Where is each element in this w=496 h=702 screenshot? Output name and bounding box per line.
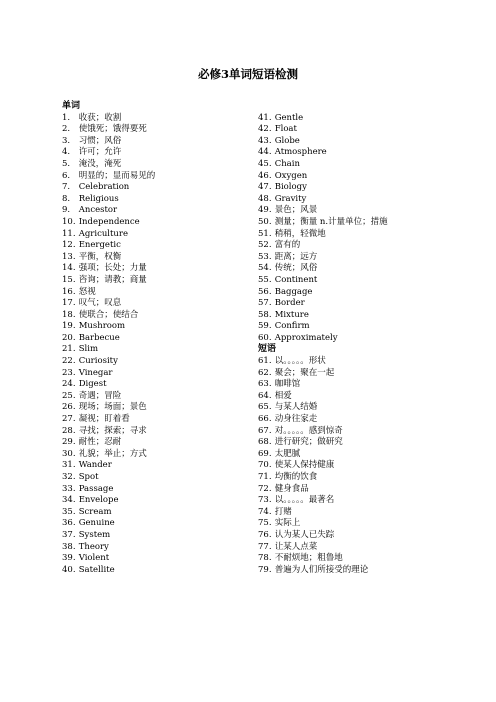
item-number: 6. bbox=[62, 170, 71, 181]
item-number: 1. bbox=[62, 112, 71, 123]
list-item bbox=[258, 310, 490, 322]
item-text: Baggage bbox=[274, 286, 313, 297]
item-number: 68. bbox=[258, 437, 272, 448]
list-item bbox=[62, 507, 240, 519]
item-text: Border bbox=[274, 298, 305, 309]
list-item bbox=[258, 333, 490, 345]
item-text: 以。。。。。最著名 bbox=[274, 495, 335, 506]
item-number: 38. bbox=[62, 541, 76, 552]
item-number: 69. bbox=[258, 448, 272, 459]
item-text: 习惯；风俗 bbox=[78, 135, 122, 146]
item-text: 认为某人已失踪 bbox=[274, 529, 335, 540]
list-item bbox=[258, 518, 490, 530]
list-item bbox=[62, 495, 240, 507]
item-text: Satellite bbox=[78, 564, 115, 575]
list-item bbox=[258, 449, 490, 461]
section-heading-phrases: 短语 bbox=[258, 344, 277, 355]
item-number: 3. bbox=[62, 135, 71, 146]
item-number: 28. bbox=[62, 425, 76, 436]
list-item bbox=[62, 518, 240, 530]
item-text: System bbox=[78, 529, 111, 540]
item-text: 富有的 bbox=[274, 240, 301, 251]
list-item bbox=[258, 252, 490, 264]
item-number: 50. bbox=[258, 216, 272, 227]
item-text: 稍稍，轻微地 bbox=[274, 228, 326, 239]
list-item bbox=[62, 310, 240, 322]
item-number: 72. bbox=[258, 483, 272, 494]
item-text: 聚会；聚在一起 bbox=[274, 367, 335, 378]
item-text: Independence bbox=[78, 216, 140, 227]
item-text: 耐性；忍耐 bbox=[78, 437, 122, 448]
item-number: 40. bbox=[62, 564, 76, 575]
item-number: 64. bbox=[258, 390, 272, 401]
list-item bbox=[258, 287, 490, 299]
list-item bbox=[62, 229, 240, 241]
phrase-list bbox=[258, 356, 490, 576]
item-number: 67. bbox=[258, 425, 272, 436]
list-item bbox=[62, 565, 240, 577]
item-number: 74. bbox=[258, 506, 272, 517]
list-item bbox=[62, 217, 240, 229]
list-item bbox=[62, 182, 240, 194]
list-item bbox=[258, 414, 490, 426]
list-item bbox=[62, 484, 240, 496]
item-number: 10. bbox=[62, 216, 76, 227]
item-number: 70. bbox=[258, 460, 272, 471]
item-number: 75. bbox=[258, 518, 272, 529]
item-number: 34. bbox=[62, 495, 76, 506]
item-text: Approximately bbox=[274, 332, 338, 343]
list-item bbox=[62, 553, 240, 565]
item-text: Vinegar bbox=[78, 367, 113, 378]
item-number: 16. bbox=[62, 286, 76, 297]
item-number: 73. bbox=[258, 495, 272, 506]
list-item bbox=[258, 484, 490, 496]
item-text: 普遍为人们所接受的理论 bbox=[274, 564, 369, 575]
item-number: 48. bbox=[258, 193, 272, 204]
list-item bbox=[62, 402, 240, 414]
item-text: Genuine bbox=[78, 518, 115, 529]
item-number: 45. bbox=[258, 158, 272, 169]
item-number: 18. bbox=[62, 309, 76, 320]
item-text: Chain bbox=[274, 158, 300, 169]
list-item bbox=[258, 530, 490, 542]
list-item bbox=[62, 124, 240, 136]
list-item bbox=[62, 356, 240, 368]
item-text: Slim bbox=[78, 344, 99, 355]
list-item bbox=[62, 414, 240, 426]
item-number: 12. bbox=[62, 240, 76, 251]
item-number: 51. bbox=[258, 228, 272, 239]
item-number: 46. bbox=[258, 170, 272, 181]
item-text: Globe bbox=[274, 135, 300, 146]
item-text: 使饿死；饿得要死 bbox=[78, 124, 147, 135]
list-item bbox=[258, 147, 490, 159]
item-number: 32. bbox=[62, 472, 76, 482]
item-text: Curiosity bbox=[78, 356, 118, 367]
item-text: Envelope bbox=[78, 495, 119, 506]
item-number: 78. bbox=[258, 553, 272, 564]
item-text: Digest bbox=[78, 379, 107, 390]
item-number: 37. bbox=[62, 529, 76, 540]
item-number: 55. bbox=[258, 274, 272, 285]
item-text: 礼貌；举止；方式 bbox=[78, 448, 147, 459]
list-item bbox=[62, 298, 240, 310]
word-list-right bbox=[258, 113, 490, 345]
item-number: 76. bbox=[258, 529, 272, 540]
list-item bbox=[258, 136, 490, 148]
item-text: Scream bbox=[78, 506, 112, 517]
item-text: 淹没，淹死 bbox=[78, 158, 122, 169]
item-text: 测量；衡量 n.计量单位；措施 bbox=[274, 216, 388, 227]
item-number: 43. bbox=[258, 135, 272, 146]
list-item bbox=[62, 275, 240, 287]
page-title: 必修3单词短语检测 bbox=[197, 67, 298, 81]
item-text: 现场；场面；景色 bbox=[78, 402, 147, 413]
item-number: 25. bbox=[62, 390, 76, 401]
item-number: 36. bbox=[62, 518, 76, 529]
list-item bbox=[258, 426, 490, 438]
item-number: 14. bbox=[62, 263, 76, 274]
item-text: 寻找；探索；寻求 bbox=[78, 425, 147, 436]
item-number: 21. bbox=[62, 344, 76, 355]
item-number: 77. bbox=[258, 541, 272, 552]
list-item bbox=[258, 182, 490, 194]
list-item bbox=[62, 333, 240, 345]
item-text: Mushroom bbox=[78, 321, 126, 332]
list-item bbox=[62, 159, 240, 171]
item-text: 叹气；叹息 bbox=[78, 298, 122, 309]
item-number: 52. bbox=[258, 240, 272, 251]
list-item bbox=[258, 402, 490, 414]
item-text: Mixture bbox=[274, 309, 309, 320]
item-text: 进行研究；做研究 bbox=[274, 437, 343, 448]
item-text: Continent bbox=[274, 274, 318, 285]
item-text: 均衡的饮食 bbox=[274, 472, 318, 482]
item-number: 7. bbox=[62, 182, 71, 193]
item-text: 奇遇；冒险 bbox=[78, 390, 122, 401]
list-item bbox=[258, 379, 490, 391]
item-number: 27. bbox=[62, 414, 76, 425]
item-text: 咖啡馆 bbox=[274, 379, 301, 390]
item-text: Ancestor bbox=[78, 205, 118, 216]
list-item bbox=[62, 542, 240, 554]
item-number: 5. bbox=[62, 158, 71, 169]
list-item bbox=[258, 171, 490, 183]
list-item bbox=[258, 507, 490, 519]
item-number: 62. bbox=[258, 367, 272, 378]
list-item bbox=[258, 321, 490, 333]
list-item bbox=[62, 472, 240, 484]
item-text: 太肥腻 bbox=[274, 448, 301, 459]
item-text: 让某人点菜 bbox=[274, 541, 318, 552]
item-number: 54. bbox=[258, 263, 272, 274]
item-text: Confirm bbox=[274, 321, 310, 332]
item-text: 许可；允许 bbox=[78, 147, 122, 158]
list-item bbox=[258, 159, 490, 171]
item-text: Gentle bbox=[274, 112, 304, 123]
list-item bbox=[258, 205, 490, 217]
list-item bbox=[62, 426, 240, 438]
item-number: 56. bbox=[258, 286, 272, 297]
item-text: Biology bbox=[274, 182, 307, 193]
item-text: Barbecue bbox=[78, 332, 120, 343]
list-item bbox=[62, 194, 240, 206]
item-number: 66. bbox=[258, 414, 272, 425]
item-number: 57. bbox=[258, 298, 272, 309]
item-number: 41. bbox=[258, 112, 272, 123]
item-number: 31. bbox=[62, 460, 76, 471]
item-number: 61. bbox=[258, 356, 272, 367]
list-item bbox=[258, 217, 490, 229]
item-number: 39. bbox=[62, 553, 76, 564]
item-number: 9. bbox=[62, 205, 71, 216]
list-item bbox=[258, 391, 490, 403]
item-number: 53. bbox=[258, 251, 272, 262]
item-text: Atmosphere bbox=[274, 147, 327, 158]
list-item bbox=[62, 171, 240, 183]
item-number: 29. bbox=[62, 437, 76, 448]
item-number: 13. bbox=[62, 251, 76, 262]
item-number: 49. bbox=[258, 205, 272, 216]
list-item bbox=[258, 495, 490, 507]
item-number: 15. bbox=[62, 274, 76, 285]
item-text: 对。。。。。感到惊奇 bbox=[274, 425, 343, 436]
list-item bbox=[62, 136, 240, 148]
list-item bbox=[258, 275, 490, 287]
item-number: 17. bbox=[62, 298, 76, 309]
list-item bbox=[258, 356, 490, 368]
item-text: 咨询；请教；商量 bbox=[78, 274, 147, 285]
list-item bbox=[258, 368, 490, 380]
item-text: 不耐烦地；粗鲁地 bbox=[274, 553, 343, 564]
item-number: 33. bbox=[62, 483, 76, 494]
list-item bbox=[258, 124, 490, 136]
list-item bbox=[62, 113, 240, 125]
item-number: 2. bbox=[62, 124, 71, 135]
item-number: 71. bbox=[258, 472, 272, 482]
list-item bbox=[258, 229, 490, 241]
item-text: Float bbox=[274, 124, 297, 135]
left-column bbox=[62, 101, 240, 576]
item-number: 8. bbox=[62, 193, 71, 204]
list-item bbox=[62, 379, 240, 391]
list-item bbox=[62, 449, 240, 461]
item-text: 使联合；使结合 bbox=[78, 309, 139, 320]
item-number: 63. bbox=[258, 379, 272, 390]
list-item bbox=[258, 542, 490, 554]
list-item bbox=[258, 113, 490, 125]
item-text: 平衡，权衡 bbox=[78, 251, 122, 262]
list-item bbox=[258, 472, 490, 484]
item-number: 42. bbox=[258, 124, 272, 135]
item-number: 65. bbox=[258, 402, 272, 413]
item-text: 强项；长处；力量 bbox=[78, 263, 147, 274]
item-text: Passage bbox=[78, 483, 114, 494]
item-text: Wander bbox=[78, 460, 112, 471]
item-text: 景色；风景 bbox=[274, 205, 318, 216]
item-text: 实际上 bbox=[274, 518, 301, 529]
item-text: 动身往家走 bbox=[274, 414, 318, 425]
item-text: 怒视 bbox=[78, 286, 96, 297]
item-number: 44. bbox=[258, 147, 272, 158]
list-item bbox=[62, 240, 240, 252]
list-item bbox=[62, 344, 240, 356]
list-item bbox=[62, 321, 240, 333]
list-item bbox=[258, 460, 490, 472]
item-number: 79. bbox=[258, 564, 272, 575]
list-item bbox=[62, 391, 240, 403]
item-number: 20. bbox=[62, 332, 76, 343]
list-item bbox=[62, 205, 240, 217]
right-column bbox=[258, 101, 490, 576]
item-text: 健身食品 bbox=[274, 483, 309, 494]
list-item bbox=[62, 263, 240, 275]
item-text: Celebration bbox=[78, 182, 130, 193]
item-text: Violent bbox=[78, 553, 110, 564]
item-number: 19. bbox=[62, 321, 76, 332]
item-text: Theory bbox=[78, 541, 109, 552]
item-number: 11. bbox=[62, 228, 76, 239]
item-number: 4. bbox=[62, 147, 71, 158]
item-text: 与某人结婚 bbox=[274, 402, 318, 413]
list-item bbox=[258, 194, 490, 206]
list-item bbox=[62, 460, 240, 472]
item-text: Gravity bbox=[274, 193, 307, 204]
list-item bbox=[258, 263, 490, 275]
list-item bbox=[62, 287, 240, 299]
item-number: 26. bbox=[62, 402, 76, 413]
list-item bbox=[258, 553, 490, 565]
item-text: Agriculture bbox=[78, 228, 129, 239]
item-text: 相爱 bbox=[274, 390, 292, 401]
item-text: Spot bbox=[78, 472, 99, 482]
item-text: 距离；远方 bbox=[274, 251, 318, 262]
item-text: 以。。。。。形状 bbox=[274, 356, 326, 367]
item-text: Energetic bbox=[78, 240, 121, 251]
list-item bbox=[62, 530, 240, 542]
item-text: 传统；风俗 bbox=[274, 263, 318, 274]
list-item bbox=[62, 147, 240, 159]
item-text: 明显的；显而易见的 bbox=[78, 170, 156, 181]
item-number: 35. bbox=[62, 506, 76, 517]
list-item bbox=[258, 565, 490, 577]
item-text: Oxygen bbox=[274, 170, 308, 181]
item-text: Religious bbox=[78, 193, 119, 204]
item-text: 打赌 bbox=[274, 506, 292, 517]
list-item bbox=[62, 437, 240, 449]
section-heading-words: 单词 bbox=[62, 101, 81, 111]
item-number: 23. bbox=[62, 367, 76, 378]
item-number: 58. bbox=[258, 309, 272, 320]
item-text: 凝视；盯着看 bbox=[78, 414, 130, 425]
item-text: 收获；收割 bbox=[78, 112, 122, 123]
word-list-left bbox=[62, 113, 240, 577]
item-text: 使某人保持健康 bbox=[274, 460, 335, 471]
item-number: 22. bbox=[62, 356, 76, 367]
item-number: 60. bbox=[258, 332, 272, 343]
list-item bbox=[258, 437, 490, 449]
list-item bbox=[258, 240, 490, 252]
item-number: 24. bbox=[62, 379, 76, 390]
item-number: 59. bbox=[258, 321, 272, 332]
list-item bbox=[62, 368, 240, 380]
item-number: 30. bbox=[62, 448, 76, 459]
list-item bbox=[258, 298, 490, 310]
item-number: 47. bbox=[258, 182, 272, 193]
list-item bbox=[62, 252, 240, 264]
